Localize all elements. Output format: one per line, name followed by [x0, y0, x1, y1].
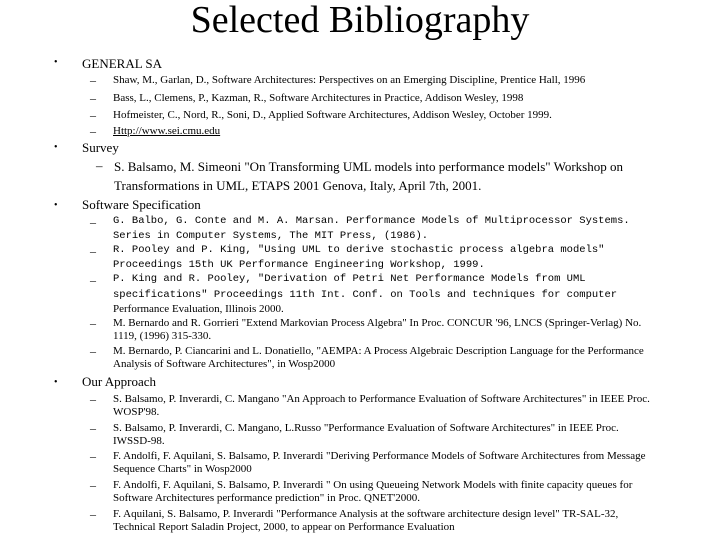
reference-text-serif: Performance Evaluation, Illinois 2000.: [113, 303, 284, 315]
reference-link-item: [113, 125, 653, 138]
bullet-icon: •: [54, 200, 58, 211]
dash-icon: –: [90, 316, 96, 330]
reference-item: R. Pooley and P. King, "Using UML to derive stochastic process algebra models" Proceedings 15th UK Performance Engineering Workshop, 1999.: [113, 244, 605, 271]
reference-item: G. Balbo, G. Conte and M. A. Marsan. Performance Models of Multiprocessor Systems. Series in Computer Systems, The MIT Press, (1986).: [113, 215, 630, 242]
reference-item: F. Andolfi, F. Aquilani, S. Balsamo, P. Inverardi "Deriving Performance Models of Software Architectures from Message Sequence Charts" in Wosp2000: [113, 450, 646, 475]
reference-item: Shaw, M., Garlan, D., Software Architectures: Perspectives on an Emerging Discipline, Prentice Hall, 1996: [113, 74, 586, 86]
dash-icon: –: [90, 344, 96, 358]
dash-icon: –: [90, 478, 96, 492]
sei-website-link[interactable]: Http://www.sei.cmu.edu: [113, 125, 221, 137]
reference-item: [113, 272, 653, 318]
reference-item: S. Balsamo, M. Simeoni "On Transforming UML models into performance models" Workshop on Transformations in UML, ETAPS 2001 Genova, Italy, April 7th, 2001.: [114, 159, 623, 193]
dash-icon: –: [90, 124, 96, 138]
bullet-icon: •: [54, 57, 58, 68]
reference-item: S. Balsamo, P. Inverardi, C. Mangano, L.Russo "Performance Evaluation of Software Architectures" in IEEE Proc. IWSSD-98.: [113, 422, 619, 447]
bullet-icon: •: [54, 142, 58, 153]
section-heading-general: GENERAL SA: [82, 56, 163, 71]
reference-text-mono: P. King and R. Pooley, "Derivation of Petri Net Performance Models from UML specifications" Proceedings 11th Int. Conf. on Tools and techniques for computer: [113, 273, 618, 301]
dash-icon: –: [90, 73, 96, 87]
dash-icon: –: [90, 392, 96, 406]
reference-item: Hofmeister, C., Nord, R., Soni, D., Applied Software Architectures, Addison Wesley, October 1999.: [113, 109, 552, 121]
reference-item: S. Balsamo, P. Inverardi, C. Mangano "An Approach to Performance Evaluation of Software Architectures" in IEEE Proc. WOSP'98.: [113, 393, 650, 418]
dash-icon: –: [90, 244, 96, 258]
section-heading-specification: Software Specification: [82, 197, 201, 212]
section-heading-survey: Survey: [82, 140, 119, 155]
page-title: Selected Bibliography: [190, 0, 530, 41]
dash-icon: –: [96, 158, 103, 173]
dash-icon: –: [90, 108, 96, 122]
reference-item: F. Andolfi, F. Aquilani, S. Balsamo, P. Inverardi " On using Queueing Network Models with finite capacity queues for Software Architectures performance prediction" in Proc. QNET'2000.: [113, 479, 633, 504]
dash-icon: –: [90, 449, 96, 463]
reference-item: F. Aquilani, S. Balsamo, P. Inverardi "Performance Analysis at the software architecture design level" TR-SAL-32, Technical Report Saladin Project, 2000, to appear on Performance Evaluation: [113, 508, 619, 533]
bullet-icon: •: [54, 377, 58, 388]
dash-icon: –: [90, 421, 96, 435]
reference-item: M. Bernardo and R. Gorrieri "Extend Markovian Process Algebra" In Proc. CONCUR '96, LNCS (Springer-Verlag) No. 1119, (1996) 315-330.: [113, 317, 642, 342]
dash-icon: –: [90, 215, 96, 229]
dash-icon: –: [90, 507, 96, 521]
dash-icon: –: [90, 91, 96, 105]
reference-item: Bass, L., Clemens, P., Kazman, R., Software Architectures in Practice, Addison Wesley, 1998: [113, 92, 524, 104]
dash-icon: –: [90, 273, 96, 287]
section-heading-approach: Our Approach: [82, 374, 157, 389]
reference-item: M. Bernardo, P. Ciancarini and L. Donatiello, "AEMPA: A Process Algebraic Description Language for the Performance Analysis of Software Architectures", in Wosp2000: [113, 345, 644, 370]
